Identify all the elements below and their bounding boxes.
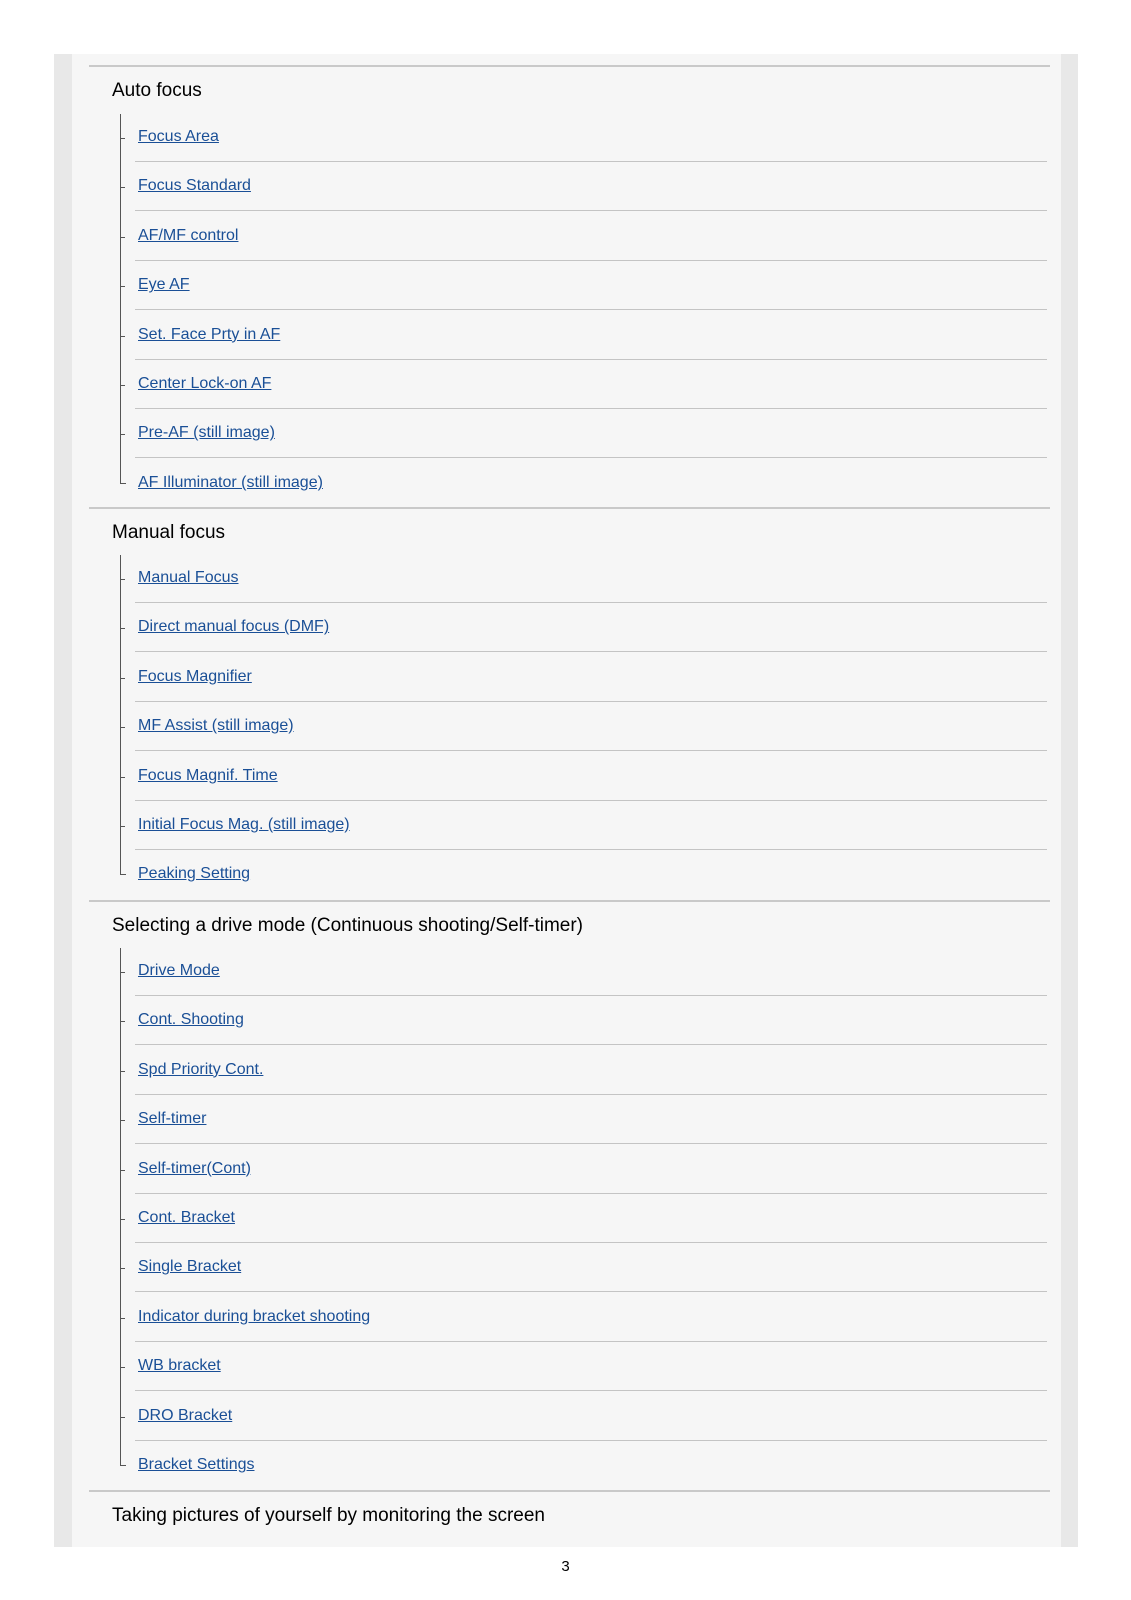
toc-link[interactable]: Manual Focus [138, 569, 239, 586]
item-divider [135, 1143, 1047, 1144]
toc-link[interactable]: Center Lock-on AF [138, 375, 272, 392]
item-divider [135, 1044, 1047, 1045]
section-title: Taking pictures of yourself by monitoring the screen [112, 1505, 545, 1526]
toc-link[interactable]: Eye AF [138, 276, 190, 294]
item-divider [135, 210, 1047, 211]
tree-branch-tick [120, 237, 125, 238]
tree-branch-tick [120, 628, 125, 629]
item-divider [135, 995, 1047, 996]
tree-branch-tick [120, 579, 125, 580]
tree-branch-tick [120, 1071, 125, 1072]
toc-link[interactable]: Focus Magnifier [138, 667, 252, 685]
tree-branch-tick [120, 1268, 125, 1269]
item-divider [135, 1341, 1047, 1342]
tree-branch-tick [120, 1367, 125, 1368]
tree-branch-tick [120, 336, 125, 337]
toc-link[interactable]: Single Bracket [138, 1258, 242, 1276]
tree-branch-tick [120, 874, 126, 875]
tree-branch-tick [120, 1021, 125, 1022]
item-divider [135, 260, 1047, 261]
tree-branch-tick [120, 1465, 126, 1466]
item-divider [135, 701, 1047, 702]
toc-link[interactable]: Cont. Bracket [138, 1209, 235, 1226]
toc-link[interactable]: Self-timer [138, 1110, 207, 1128]
item-divider [135, 457, 1047, 458]
tree-connector-line [120, 114, 121, 483]
tree-connector-line [120, 948, 121, 1465]
section-divider [89, 65, 1050, 67]
item-divider [135, 359, 1047, 360]
toc-link[interactable]: Spd Priority Cont. [138, 1060, 264, 1078]
toc-link[interactable]: MF Assist (still image) [138, 717, 294, 735]
toc-link[interactable]: Indicator during bracket shooting [138, 1307, 371, 1325]
section-title: Auto focus [112, 80, 202, 101]
tree-branch-tick [120, 678, 125, 679]
toc-link[interactable]: Set. Face Prty in AF [138, 325, 281, 343]
toc-link[interactable]: DRO Bracket [138, 1406, 233, 1424]
item-divider [135, 161, 1047, 162]
tree-branch-tick [120, 286, 125, 287]
tree-branch-tick [120, 1219, 125, 1220]
toc-link[interactable]: Direct manual focus (DMF) [138, 618, 330, 636]
toc-link[interactable]: AF Illuminator (still image) [138, 473, 323, 491]
toc-link[interactable]: Bracket Settings [138, 1456, 255, 1473]
item-divider [135, 1291, 1047, 1292]
page-number: 3 [561, 1558, 570, 1575]
toc-link[interactable]: WB bracket [138, 1357, 221, 1375]
item-divider [135, 1390, 1047, 1391]
section-divider [89, 900, 1050, 902]
tree-branch-tick [120, 972, 125, 973]
tree-branch-tick [120, 138, 125, 139]
tree-branch-tick [120, 1417, 125, 1418]
tree-branch-tick [120, 777, 125, 778]
toc-link[interactable]: Focus Area [138, 128, 219, 145]
section-divider [89, 1490, 1050, 1492]
item-divider [135, 800, 1047, 801]
section-title: Manual focus [112, 522, 226, 543]
item-divider [135, 602, 1047, 603]
tree-branch-tick [120, 385, 125, 386]
item-divider [135, 408, 1047, 409]
item-divider [135, 1094, 1047, 1095]
toc-link[interactable]: Peaking Setting [138, 865, 251, 883]
toc-link[interactable]: Cont. Shooting [138, 1011, 244, 1029]
toc-link[interactable]: AF/MF control [138, 226, 239, 244]
item-divider [135, 1193, 1047, 1194]
tree-branch-tick [120, 434, 125, 435]
tree-branch-tick [120, 1318, 125, 1319]
item-divider [135, 1242, 1047, 1243]
item-divider [135, 651, 1047, 652]
toc-link[interactable]: Self-timer(Cont) [138, 1159, 251, 1177]
tree-branch-tick [120, 187, 125, 188]
tree-branch-tick [120, 727, 125, 728]
toc-link[interactable]: Initial Focus Mag. (still image) [138, 816, 350, 833]
tree-branch-tick [120, 826, 125, 827]
item-divider [135, 1440, 1047, 1441]
item-divider [135, 309, 1047, 310]
item-divider [135, 849, 1047, 850]
tree-branch-tick [120, 483, 126, 484]
item-divider [135, 750, 1047, 751]
section-divider [89, 507, 1050, 509]
toc-link[interactable]: Pre-AF (still image) [138, 424, 275, 442]
toc-link[interactable]: Focus Magnif. Time [138, 766, 278, 784]
toc-link[interactable]: Focus Standard [138, 177, 251, 195]
section-title: Selecting a drive mode (Continuous shooting/Self-timer) [112, 915, 584, 936]
toc-link[interactable]: Drive Mode [138, 962, 220, 979]
tree-branch-tick [120, 1120, 125, 1121]
tree-branch-tick [120, 1170, 125, 1171]
